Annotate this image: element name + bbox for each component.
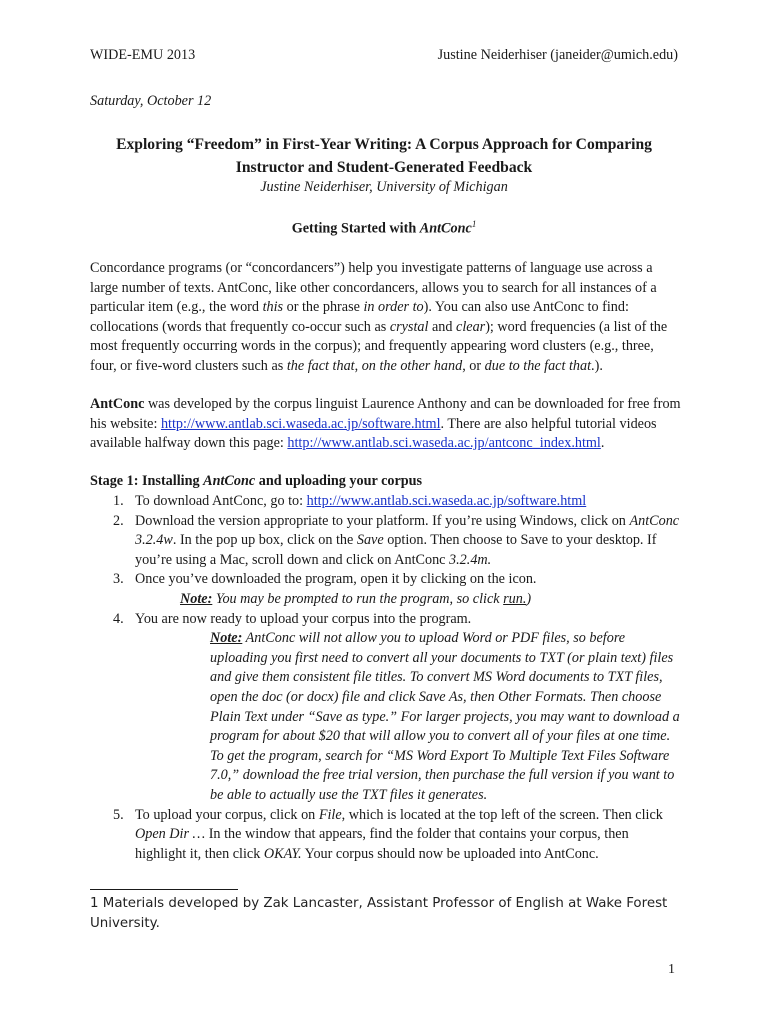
page-number: 1 bbox=[668, 962, 675, 977]
section-heading-getting-started bbox=[90, 219, 678, 238]
download-link[interactable]: http://www.antlab.sci.waseda.ac.jp/software.html bbox=[306, 493, 587, 509]
list-item: 4. You are now ready to upload your corpus into the program. Note: AntConc will not allow you to upload Word or PDF files, so before uploading you first need to convert all your documents to TXT (or plain text) files and give them consistent file titles. To convert MS Word documents to TXT files, open the doc (or docx) file and click Save As, then Other Formats. Then choose Plain Text under “Save as type.” For larger projects, you may want to download a program for about $20 that will allow you to convert all of your files at one time. To get the program, search for “MS Word Export To Multiple Text Files Software 7.0,” download the free trial version, then purchase the full version if you want to be able to actually use the TXT files it generates. bbox=[90, 610, 682, 806]
list-item: 2. Download the version appropriate to your platform. If you’re using Windows, click on AntConc 3.2.4w. In the pop up box, click on the Save option. Then choose to Save to your desktop. If you’re using a Mac, scroll down and click on AntConc 3.2.4m. bbox=[113, 512, 680, 568]
tutorial-link[interactable]: http://www.antlab.sci.waseda.ac.jp/antconc_index.html bbox=[287, 435, 601, 452]
list-item: 3. Once you’ve downloaded the program, open it by clicking on the icon. Note: You may be prompted to run the program, so click run.) bbox=[90, 570, 682, 609]
list-item: 1. To download AntConc, go to: http://www.antlab.sci.waseda.ac.jp/software.html bbox=[113, 493, 587, 509]
heading-antconc: AntConc bbox=[419, 220, 472, 237]
about-paragraph: AntConc was developed by the corpus linguist Laurence Anthony and can be downloaded for free from his website: http://www.antlab.sci.waseda.ac.jp/software.html. There are also helpful tutorial videos available halfway down this page: http://www.antlab.sci.waseda.ac.jp/antconc_index.html. bbox=[90, 396, 681, 452]
intro-paragraph: Concordance programs (or “concordancers”) help you investigate patterns of language use across a large number of texts. AntConc, like other concordancers, allows you to search for all instances of a particular item (e.g., the word this or the phrase in order to). You can also use AntConc to find: collocations (words that frequently co-occur such as crystal and clear); word frequencies (a list of the most frequently occurring words in the corpus); and frequently appearing word clusters (e.g., three, four, or five-word clusters such as the fact that, on the other hand, or due to the fact that.). bbox=[90, 260, 668, 374]
title-line-2: Instructor and Student-Generated Feedback bbox=[235, 159, 533, 176]
footnote-divider bbox=[90, 889, 238, 890]
session-date: Saturday, October 12 bbox=[90, 93, 212, 109]
note-file-conversion: Note: AntConc will not allow you to upload Word or PDF files, so before uploading you first need to convert all your documents to TXT (or plain text) files and give them consistent file titles. To convert MS Word documents to TXT files, open the doc (or docx) file and click Save As, then Other Formats. Then choose Plain Text under “Save as type.” For larger projects, you may want to download a program for about $20 that will allow you to convert all of your files at one time. To get the program, search for “MS Word Export To Multiple Text Files Software 7.0,” download the free trial version, then purchase the full version if you want to be able to actually use the TXT files it generates. bbox=[210, 630, 680, 803]
stage-1-heading: Stage 1: Installing AntConc and uploading your corpus bbox=[90, 473, 423, 489]
title-line-1: Exploring “Freedom” in First-Year Writing: A Corpus Approach for Comparing bbox=[116, 136, 652, 153]
footnote-marker: 1 bbox=[471, 219, 477, 229]
software-link[interactable]: http://www.antlab.sci.waseda.ac.jp/software.html bbox=[160, 415, 441, 432]
header-author-email: Justine Neiderhiser (janeider@umich.edu) bbox=[437, 47, 678, 63]
footnote: 1 Materials developed by Zak Lancaster, Assistant Professor of English at Wake Forest University. bbox=[90, 896, 668, 931]
author-affiliation: Justine Neiderhiser, University of Michigan bbox=[260, 179, 508, 195]
heading-text: Getting Started with bbox=[291, 220, 420, 237]
page-header bbox=[90, 47, 678, 67]
steps-list bbox=[90, 492, 682, 864]
note-run-program: Note: You may be prompted to run the program, so click run.) bbox=[180, 590, 532, 607]
document-title bbox=[90, 133, 678, 179]
header-conference: WIDE-EMU 2013 bbox=[90, 47, 196, 63]
list-item: 5. To upload your corpus, click on File, which is located at the top left of the screen. Then click Open Dir … In the window that appears, find the folder that contains your corpus, then highlight it, then click OKAY. Your corpus should now be uploaded into AntConc. bbox=[113, 806, 663, 862]
